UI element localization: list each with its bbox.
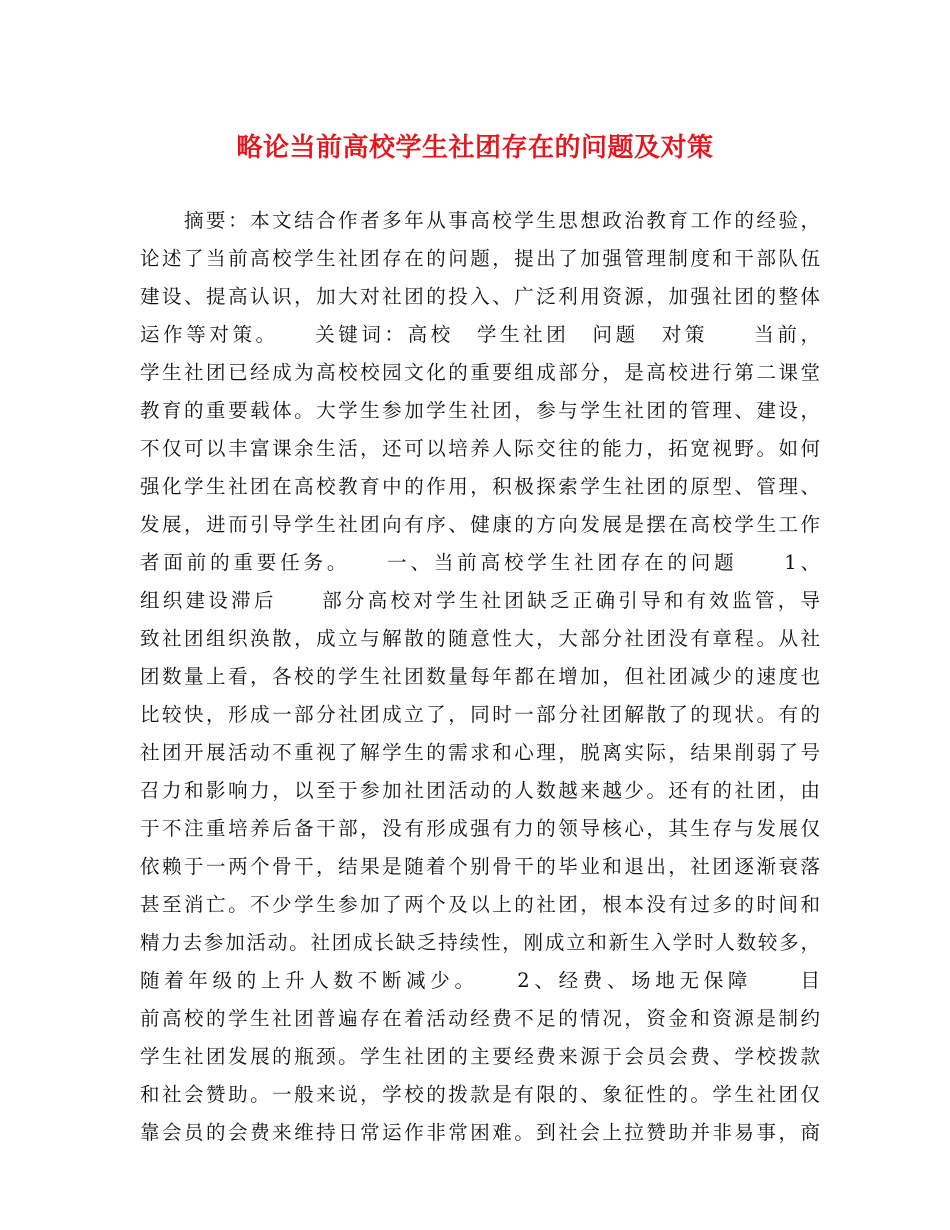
text-line: 论述了当前高校学生社团存在的问题，提出了加强管理制度和干部队伍 bbox=[140, 247, 820, 270]
text-line: 于不注重培养后备干部，没有形成强有力的领导核心，其生存与发展仅 bbox=[140, 817, 820, 840]
text-line: 学生社团发展的瓶颈。学生社团的主要经费来源于会员会费、学校拨款 bbox=[140, 1045, 820, 1068]
text-line: 不仅可以丰富课余生活，还可以培养人际交往的能力，拓宽视野。如何 bbox=[140, 437, 820, 460]
text-line: 运作等对策。 关键词：高校 学生社团 问题 对策 当前， bbox=[140, 323, 820, 346]
text-line: 建设、提高认识，加大对社团的投入、广泛利用资源，加强社团的整体 bbox=[140, 285, 820, 308]
text-line: 社团开展活动不重视了解学生的需求和心理，脱离实际，结果削弱了号 bbox=[140, 741, 820, 764]
text-line: 强化学生社团在高校教育中的作用，积极探索学生社团的原型、管理、 bbox=[140, 475, 820, 498]
text-line: 精力去参加活动。社团成长缺乏持续性，刚成立和新生入学时人数较多， bbox=[140, 931, 820, 954]
text-line: 者面前的重要任务。 一、当前高校学生社团存在的问题 1、 bbox=[140, 551, 820, 574]
text-line: 靠会员的会费来维持日常运作非常困难。到社会上拉赞助并非易事，商 bbox=[140, 1121, 820, 1144]
text-line: 学生社团已经成为高校校园文化的重要组成部分，是高校进行第二课堂 bbox=[140, 361, 820, 384]
text-line: 召力和影响力，以至于参加社团活动的人数越来越少。还有的社团，由 bbox=[140, 779, 820, 802]
text-line: 摘要：本文结合作者多年从事高校学生思想政治教育工作的经验， bbox=[140, 209, 820, 232]
text-line: 团数量上看，各校的学生社团数量每年都在增加，但社团减少的速度也 bbox=[140, 665, 820, 688]
text-line: 前高校的学生社团普遍存在着活动经费不足的情况，资金和资源是制约 bbox=[140, 1007, 820, 1030]
text-line: 比较快，形成一部分社团成立了，同时一部分社团解散了的现状。有的 bbox=[140, 703, 820, 726]
document-body bbox=[140, 202, 820, 1152]
text-line: 随着年级的上升人数不断减少。 2、经费、场地无保障 目 bbox=[140, 969, 820, 992]
document-title: 略论当前高校学生社团存在的问题及对策 bbox=[236, 133, 714, 163]
text-line: 和社会赞助。一般来说，学校的拨款是有限的、象征性的。学生社团仅 bbox=[140, 1083, 820, 1106]
text-line: 依赖于一两个骨干，结果是随着个别骨干的毕业和退出，社团逐渐衰落 bbox=[140, 855, 820, 878]
text-line: 组织建设滞后 部分高校对学生社团缺乏正确引导和有效监管，导 bbox=[140, 589, 820, 612]
text-line: 教育的重要载体。大学生参加学生社团，参与学生社团的管理、建设， bbox=[140, 399, 820, 422]
text-line: 发展，进而引导学生社团向有序、健康的方向发展是摆在高校学生工作 bbox=[140, 513, 820, 536]
text-line: 致社团组织涣散，成立与解散的随意性大，大部分社团没有章程。从社 bbox=[140, 627, 820, 650]
text-line: 甚至消亡。不少学生参加了两个及以上的社团，根本没有过多的时间和 bbox=[140, 893, 820, 916]
